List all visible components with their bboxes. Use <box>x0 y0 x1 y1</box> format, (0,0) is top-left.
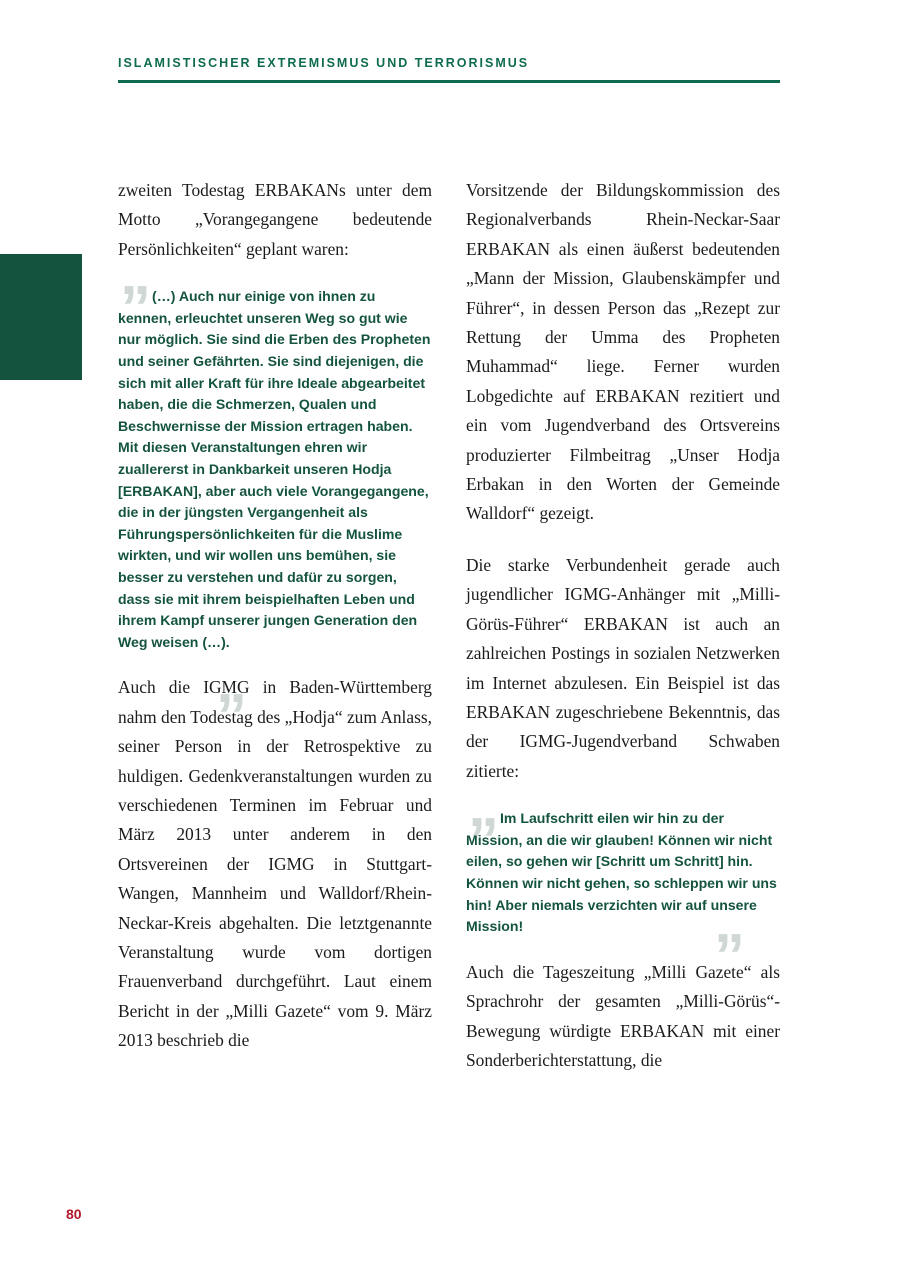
left-paragraph-1: zweiten Todestag ERBAKANs unter dem Motto „Vorangegangene bedeutende Persönlichkeiten“ geplant waren: <box>118 180 432 259</box>
running-header <box>118 56 780 71</box>
section-color-tab <box>0 254 82 380</box>
quote-close-icon: ” <box>714 922 743 992</box>
left-paragraph-2: Auch die IGMG in Baden-Württemberg nahm den Todestag des „Hodja“ zum Anlass, seiner Person in der Retrospektive zu huldigen. Gedenkveranstaltungen wurden zu verschiedenen Terminen im Februar und März 2013 unter anderem in den Ortsvereinen der IGMG in Stuttgart-Wangen, Mannheim und Walldorf/Rhein-Neckar-Kreis abgehalten. Die letztgenannte Veranstaltung wurde vom dortigen Frauenverband durchgeführt. Laut einem Bericht in der „Milli Gazete“ vom 9. März 2013 beschrieb die <box>118 677 432 1051</box>
running-header-title: ISLAMISTISCHER EXTREMISMUS UND TERRORISMUS <box>118 56 530 70</box>
pull-quote-1-text: (…) Auch nur einige von ihnen zu kennen, erleuchtet unseren Weg so gut wie nur möglich. Sie sind die Erben des Propheten und seiner Gefährten. Sie sind diejenigen, die sich mit aller Kraft für ihre Ideale abgearbeitet haben, die die Schmerzen, Qualen und Beschwernisse der Mission ertragen haben. Mit diesen Veranstaltungen ehren wir zuallererst in Dankbarkeit unseren Hodja [ERBAKAN], aber auch viele Vorangegangene, die in der jüngsten Vergangenheit als Führungspersönlichkeiten für die Muslime wirkten, und wir wollen uns bemühen, sie besser zu verstehen und dafür zu sorgen, dass sie mit ihrem beispielhaften Leben und ihrem Kampf unserer jungen Generation den Weg weisen (…). <box>118 288 431 650</box>
pull-quote-2 <box>466 806 780 992</box>
pull-quote-1 <box>118 274 432 752</box>
right-paragraph-3: Auch die Tageszeitung „Milli Gazete“ als Sprachrohr der gesamten „Milli-Görüs“-Bewegung würdigte ERBAKAN mit einer Sonderberichterstattung, die <box>466 961 780 1070</box>
pull-quote-2-text: Im Laufschritt eilen wir hin zu der Mission, an die wir glauben! Können wir nicht eilen, so gehen wir [Schritt um Schritt] hin. Können wir nicht gehen, so schleppen wir uns hin! Aber niemals verzichten wir auf unsere Mission! <box>466 810 777 935</box>
right-paragraph-1: Vorsitzende der Bildungskommission des Regionalverbands Rhein-Neckar-Saar ERBAKAN als einen äußerst bedeutenden „Mann der Mission, Glaubenskämpfer und Führer“, in dessen Person das „Rezept zur Rettung der Umma des Propheten Muhammad“ liege. Ferner wurden Lobgedichte auf ERBAKAN rezitiert und ein vom Jugendverband des Ortsvereins produzierter Filmbeitrag „Unser Hodja Erbakan in den Worten der Gemeinde Walldorf“ gezeigt. <box>466 180 780 524</box>
page-number: 80 <box>66 1206 82 1222</box>
right-column <box>466 176 780 1075</box>
right-paragraph-2: Die starke Verbundenheit gerade auch jugendlicher IGMG-Anhänger mit „Milli-Görüs-Führer“ ERBAKAN ist auch an zahlreichen Postings in sozialen Netzwerken im Internet abzulesen. Ein Beispiel ist das ERBAKAN zugeschriebene Bekenntnis, das der IGMG-Jugendverband Schwaben zitierte: <box>466 554 780 781</box>
quote-close-icon: ” <box>216 682 245 752</box>
quote-open-icon: ” <box>468 806 497 876</box>
left-column <box>118 176 432 1056</box>
quote-open-icon: ” <box>120 274 149 344</box>
header-rule <box>118 80 780 83</box>
